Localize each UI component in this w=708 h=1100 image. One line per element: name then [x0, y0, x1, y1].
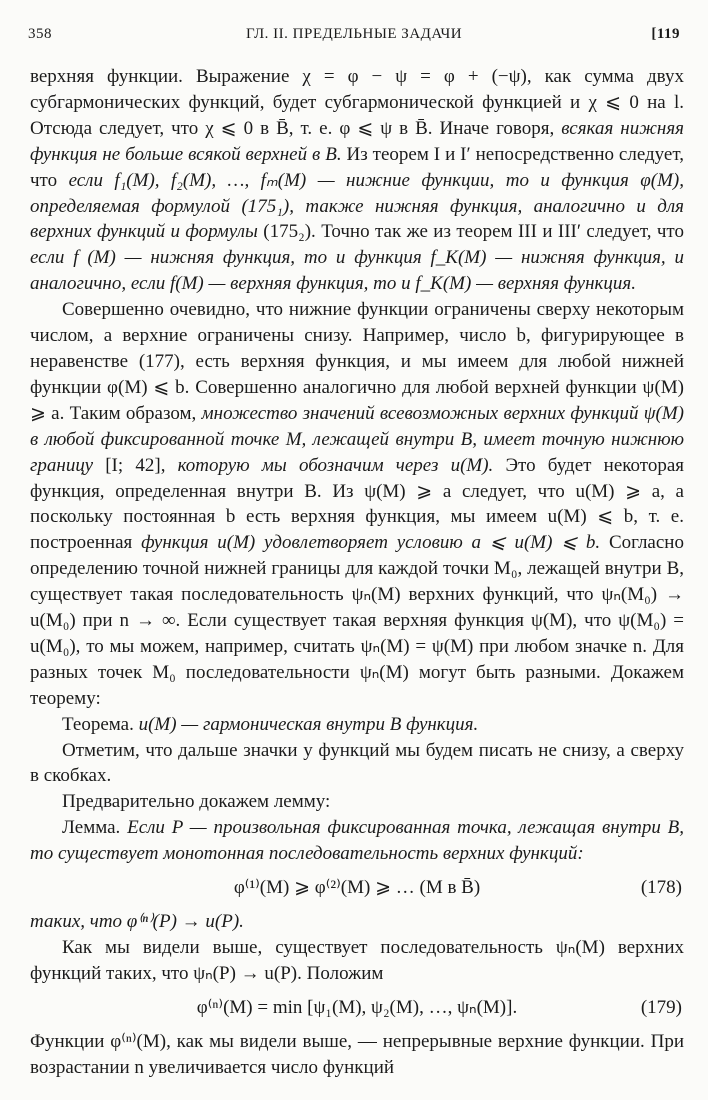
p2-italic-3: функция u(M) удовлетворяет условию a ⩽ u(M) ⩽ b. — [141, 532, 601, 554]
equation-179-number: (179) — [640, 996, 682, 1018]
p1-text-2: Из теорем I и I′ непосредственно следует, что — [30, 143, 684, 191]
paragraph-2 — [30, 297, 684, 712]
equation-178-number: (178) — [640, 877, 682, 899]
page-header — [28, 22, 680, 50]
p1-italic-1: всякая нижняя функция не больше всякой верхней в B. — [30, 117, 684, 165]
equation-179 — [30, 987, 684, 1029]
paragraph-6: Функции φ⁽ⁿ⁾(M), как мы видели выше, — непрерывные верхние функции. При возрастании n увеличивается число функций — [30, 1030, 684, 1078]
p2-text-2: [I; 42], — [93, 454, 178, 476]
paragraph-5: Как мы видели выше, существует последовательность ψₙ(M) верхних функций таких, что ψₙ(P) → u(P). Положим — [30, 937, 684, 984]
p1-italic-2: если f₁(M), f₂(M), …, fₘ(M) — нижние функции, то и функция φ(M), определяемая формулой (175₁), также нижняя функция, аналогично и для верхних функций и формулы — [30, 169, 685, 243]
p2-text-4: Согласно определению точной нижней границы для каждой точки M₀, лежащей внутри B, существует такая последовательность ψₙ(M) верхних функций, что ψₙ(M₀) → u(M₀) при n → ∞. Если существует такая верхняя функция ψ(M), что ψ(M₀) = u(M₀), то мы можем, например, считать ψₙ(M) = ψ(M) при любом значке n. Для разных точек M₀ последовательности ψₙ(M) могут быть разными. Докажем теорему: — [30, 532, 684, 709]
page-body — [30, 64, 684, 1081]
p1-italic-3: если f (M) — нижняя функция, то и функция f_K(M) — нижняя функция, и аналогично, если f(M) — верхняя функция, то и f_K(M) — верхняя функция. — [30, 247, 684, 295]
p2-text-1: Совершенно очевидно, что нижние функции ограничены сверху некоторым числом, а верхние ограничены снизу. Например, число b, фигурирующее в неравенстве (177), есть верхняя функция, и мы имеем для любой нижней функции φ(M) ⩽ b. Совершенно аналогично для любой верхней функции ψ(M) ⩾ a. Таким образом, — [30, 299, 684, 424]
theorem-label: Теорема. — [62, 713, 134, 735]
p2-italic-2: которую мы обозначим через u(M). — [177, 454, 494, 476]
lemma-label: Лемма. — [62, 817, 121, 839]
page-number: 358 — [28, 26, 52, 42]
p1-text-3: (175₂). Точно так же из теорем III и III′ следует, что — [257, 221, 684, 243]
section-number: [119 — [651, 26, 680, 42]
paragraph-4: Предварительно докажем лемму: — [62, 791, 331, 813]
lemma — [30, 815, 684, 867]
after-equation-178: таких, что φ⁽ⁿ⁾(P) → u(P). — [30, 911, 244, 933]
equation-178-formula: φ⁽¹⁾(M) ⩾ φ⁽²⁾(M) ⩾ … (M в B̄) — [233, 877, 481, 899]
equation-179-formula: φ⁽ⁿ⁾(M) = min [ψ₁(M), ψ₂(M), …, ψₙ(M)]. — [196, 996, 518, 1018]
equation-178 — [30, 867, 684, 909]
p2-italic-1: множество значений всевозможных верхних функций ψ(M) в любой фиксированной точке M, лежащей внутри B, имеет точную нижнюю границу — [30, 402, 684, 476]
theorem — [30, 712, 684, 738]
paragraph-1 — [30, 64, 684, 297]
running-title: ГЛ. II. ПРЕДЕЛЬНЫЕ ЗАДАЧИ — [245, 26, 463, 42]
p2-text-3: Это будет некоторая функция, определенная внутри B. Из ψ(M) ⩾ a следует, что u(M) ⩾ a, а поскольку постоянная b есть верхняя функция, мы имеем u(M) ⩽ b, т. е. построенная — [30, 454, 684, 554]
p1-text-1: верхняя функции. Выражение χ = φ − ψ = φ + (−ψ), как сумма двух субгармонических функций, будет субгармонической функцией и χ ⩽ 0 на l. Отсюда следует, что χ ⩽ 0 в B̄, т. е. φ ⩽ ψ в B̄. Иначе говоря, — [30, 66, 684, 139]
paragraph-3: Отметим, что дальше значки у функций мы будем писать не снизу, а сверху в скобках. — [30, 739, 684, 787]
theorem-statement: u(M) — гармоническая внутри B функция. — [133, 713, 479, 735]
lemma-statement: Если P — произвольная фиксированная точка, лежащая внутри B, то существует монотонная последовательность верхних функций: — [30, 817, 684, 865]
